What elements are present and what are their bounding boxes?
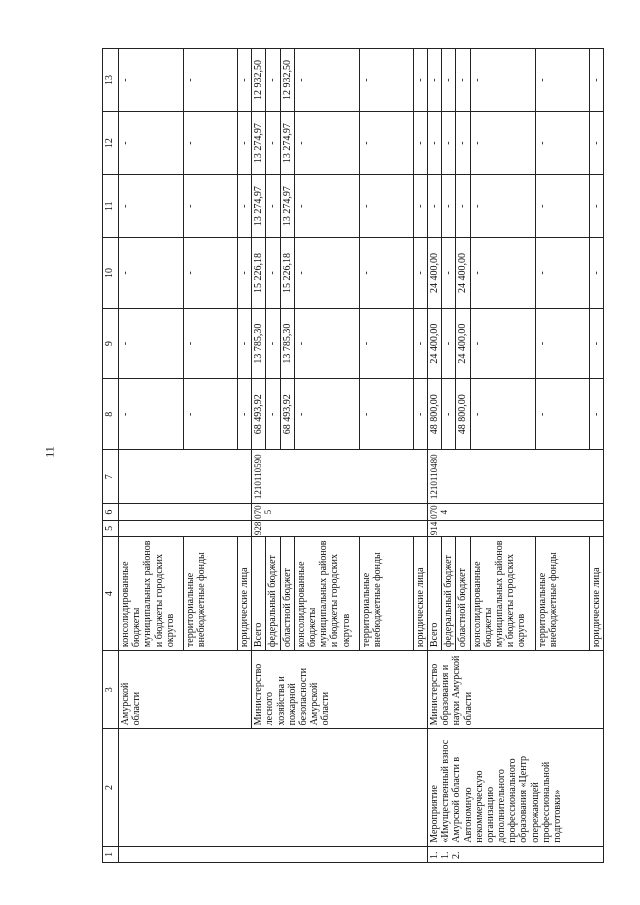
value-cell: - [294,112,359,175]
funding-source-cell: консолидированные бюджеты муниципальных районов и бюджеты городских округов [470,537,535,651]
code-cell [119,450,252,504]
value-cell: 13 274,97 [280,175,294,238]
row-number-cell [119,846,428,862]
value-cell: - [470,308,535,379]
funding-source-cell: Всего [252,537,266,651]
code-cell: 914 [427,520,603,536]
value-cell: - [359,49,413,112]
code-cell [119,504,252,520]
value-cell: - [184,238,238,309]
funding-source-cell: федеральный бюджет [266,537,280,651]
value-cell: 13 274,97 [252,175,266,238]
value-cell: - [119,112,184,175]
value-cell: - [359,112,413,175]
header-cell: 11 [103,175,119,238]
code-cell: 1210110590 [252,450,428,504]
measure-name-cell [119,729,428,846]
header-cell: 7 [103,450,119,504]
header-cell: 1 [103,846,119,862]
value-cell: - [470,112,535,175]
value-cell: - [442,308,456,379]
value-cell: 24 400,00 [456,238,470,309]
value-cell: - [119,238,184,309]
header-cell: 6 [103,504,119,520]
value-cell: - [119,49,184,112]
value-cell: - [413,49,427,112]
value-cell: - [184,49,238,112]
value-cell: - [119,175,184,238]
value-cell: - [238,49,252,112]
header-cell: 9 [103,308,119,379]
value-cell: - [442,112,456,175]
code-cell: 928 [252,520,428,536]
value-cell: - [294,379,359,450]
value-cell: - [427,112,441,175]
rotated-table-container [102,48,602,863]
value-cell: - [294,175,359,238]
value-cell: - [266,112,280,175]
value-cell: 13 785,30 [280,308,294,379]
value-cell: - [266,379,280,450]
value-cell: - [442,379,456,450]
value-cell: - [535,49,589,112]
value-cell: 24 400,00 [456,308,470,379]
funding-source-cell: федеральный бюджет [442,537,456,651]
table-row [119,49,184,863]
value-cell: - [589,308,603,379]
value-cell: - [535,112,589,175]
value-cell: - [456,112,470,175]
value-cell: - [470,175,535,238]
value-cell: - [238,379,252,450]
value-cell: 24 400,00 [427,238,441,309]
value-cell: - [413,238,427,309]
value-cell: 48 800,00 [456,379,470,450]
code-cell: 0705 [252,504,428,520]
value-cell: 12 932,50 [280,49,294,112]
value-cell: - [427,49,441,112]
value-cell: 68 493,92 [252,379,266,450]
value-cell: - [238,112,252,175]
executor-cell: Министерство лесного хозяйства и пожарной безопасности Амурской области [252,651,428,729]
value-cell: - [359,379,413,450]
value-cell: 15 226,18 [280,238,294,309]
header-cell: 5 [103,520,119,536]
value-cell: - [184,379,238,450]
value-cell: - [470,238,535,309]
value-cell: 48 800,00 [427,379,441,450]
value-cell: - [184,308,238,379]
value-cell: - [238,175,252,238]
funding-source-cell: юридические лица [413,537,427,651]
value-cell: - [238,308,252,379]
value-cell: - [266,175,280,238]
value-cell: - [535,379,589,450]
header-cell: 12 [103,112,119,175]
header-cell: 13 [103,49,119,112]
value-cell: - [456,49,470,112]
value-cell: 13 274,97 [252,112,266,175]
funding-source-cell: территориальные внебюджетные фонды [535,537,589,651]
value-cell: - [359,175,413,238]
executor-cell: Амурской области [119,651,252,729]
value-cell: 13 785,30 [252,308,266,379]
value-cell: - [266,49,280,112]
value-cell: - [442,49,456,112]
funding-source-cell: территориальные внебюджетные фонды [359,537,413,651]
value-cell: - [294,308,359,379]
budget-table [102,48,604,863]
value-cell: - [589,112,603,175]
value-cell: - [184,175,238,238]
value-cell: - [294,238,359,309]
executor-cell: Министерство образования и науки Амурской области [427,651,603,729]
funding-source-cell: юридические лица [589,537,603,651]
funding-source-cell: территориальные внебюджетные фонды [184,537,238,651]
value-cell: - [184,112,238,175]
value-cell: - [470,49,535,112]
code-cell: 0704 [427,504,603,520]
value-cell: - [442,175,456,238]
code-cell [119,520,252,536]
header-cell: 3 [103,651,119,729]
value-cell: - [238,238,252,309]
table-row [427,49,441,863]
value-cell: - [413,379,427,450]
value-cell: - [413,112,427,175]
row-number-cell: 1.1.2. [427,846,603,862]
value-cell: - [413,308,427,379]
header-cell: 8 [103,379,119,450]
value-cell: 15 226,18 [252,238,266,309]
header-row [103,49,119,863]
value-cell: - [266,308,280,379]
value-cell: - [119,379,184,450]
funding-source-cell: областной бюджет [280,537,294,651]
value-cell: 68 493,92 [280,379,294,450]
value-cell: - [442,238,456,309]
page-number: 11 [42,446,57,458]
value-cell: - [456,175,470,238]
value-cell: - [589,175,603,238]
value-cell: - [119,308,184,379]
value-cell: - [589,49,603,112]
funding-source-cell: консолидированные бюджеты муниципальных районов и бюджеты городских округов [119,537,184,651]
value-cell: - [535,238,589,309]
funding-source-cell: областной бюджет [456,537,470,651]
value-cell: 24 400,00 [427,308,441,379]
value-cell: - [413,175,427,238]
value-cell: - [589,379,603,450]
measure-name-cell: Мероприятие «Имущественный взнос Амурской области в Автономную некоммерческую организацию дополнительного профессионального образования «Центр опережающей профессиональной подготовки» [427,729,603,846]
code-cell: 1210110480 [427,450,603,504]
value-cell: - [589,238,603,309]
value-cell: - [266,238,280,309]
value-cell: - [535,175,589,238]
value-cell: - [427,175,441,238]
value-cell: - [294,49,359,112]
header-cell: 10 [103,238,119,309]
value-cell: - [535,308,589,379]
funding-source-cell: консолидированные бюджеты муниципальных районов и бюджеты городских округов [294,537,359,651]
header-cell: 4 [103,537,119,651]
value-cell: 13 274,97 [280,112,294,175]
value-cell: - [359,238,413,309]
value-cell: - [470,379,535,450]
value-cell: - [359,308,413,379]
funding-source-cell: Всего [427,537,441,651]
funding-source-cell: юридические лица [238,537,252,651]
header-cell: 2 [103,729,119,846]
value-cell: 12 932,50 [252,49,266,112]
